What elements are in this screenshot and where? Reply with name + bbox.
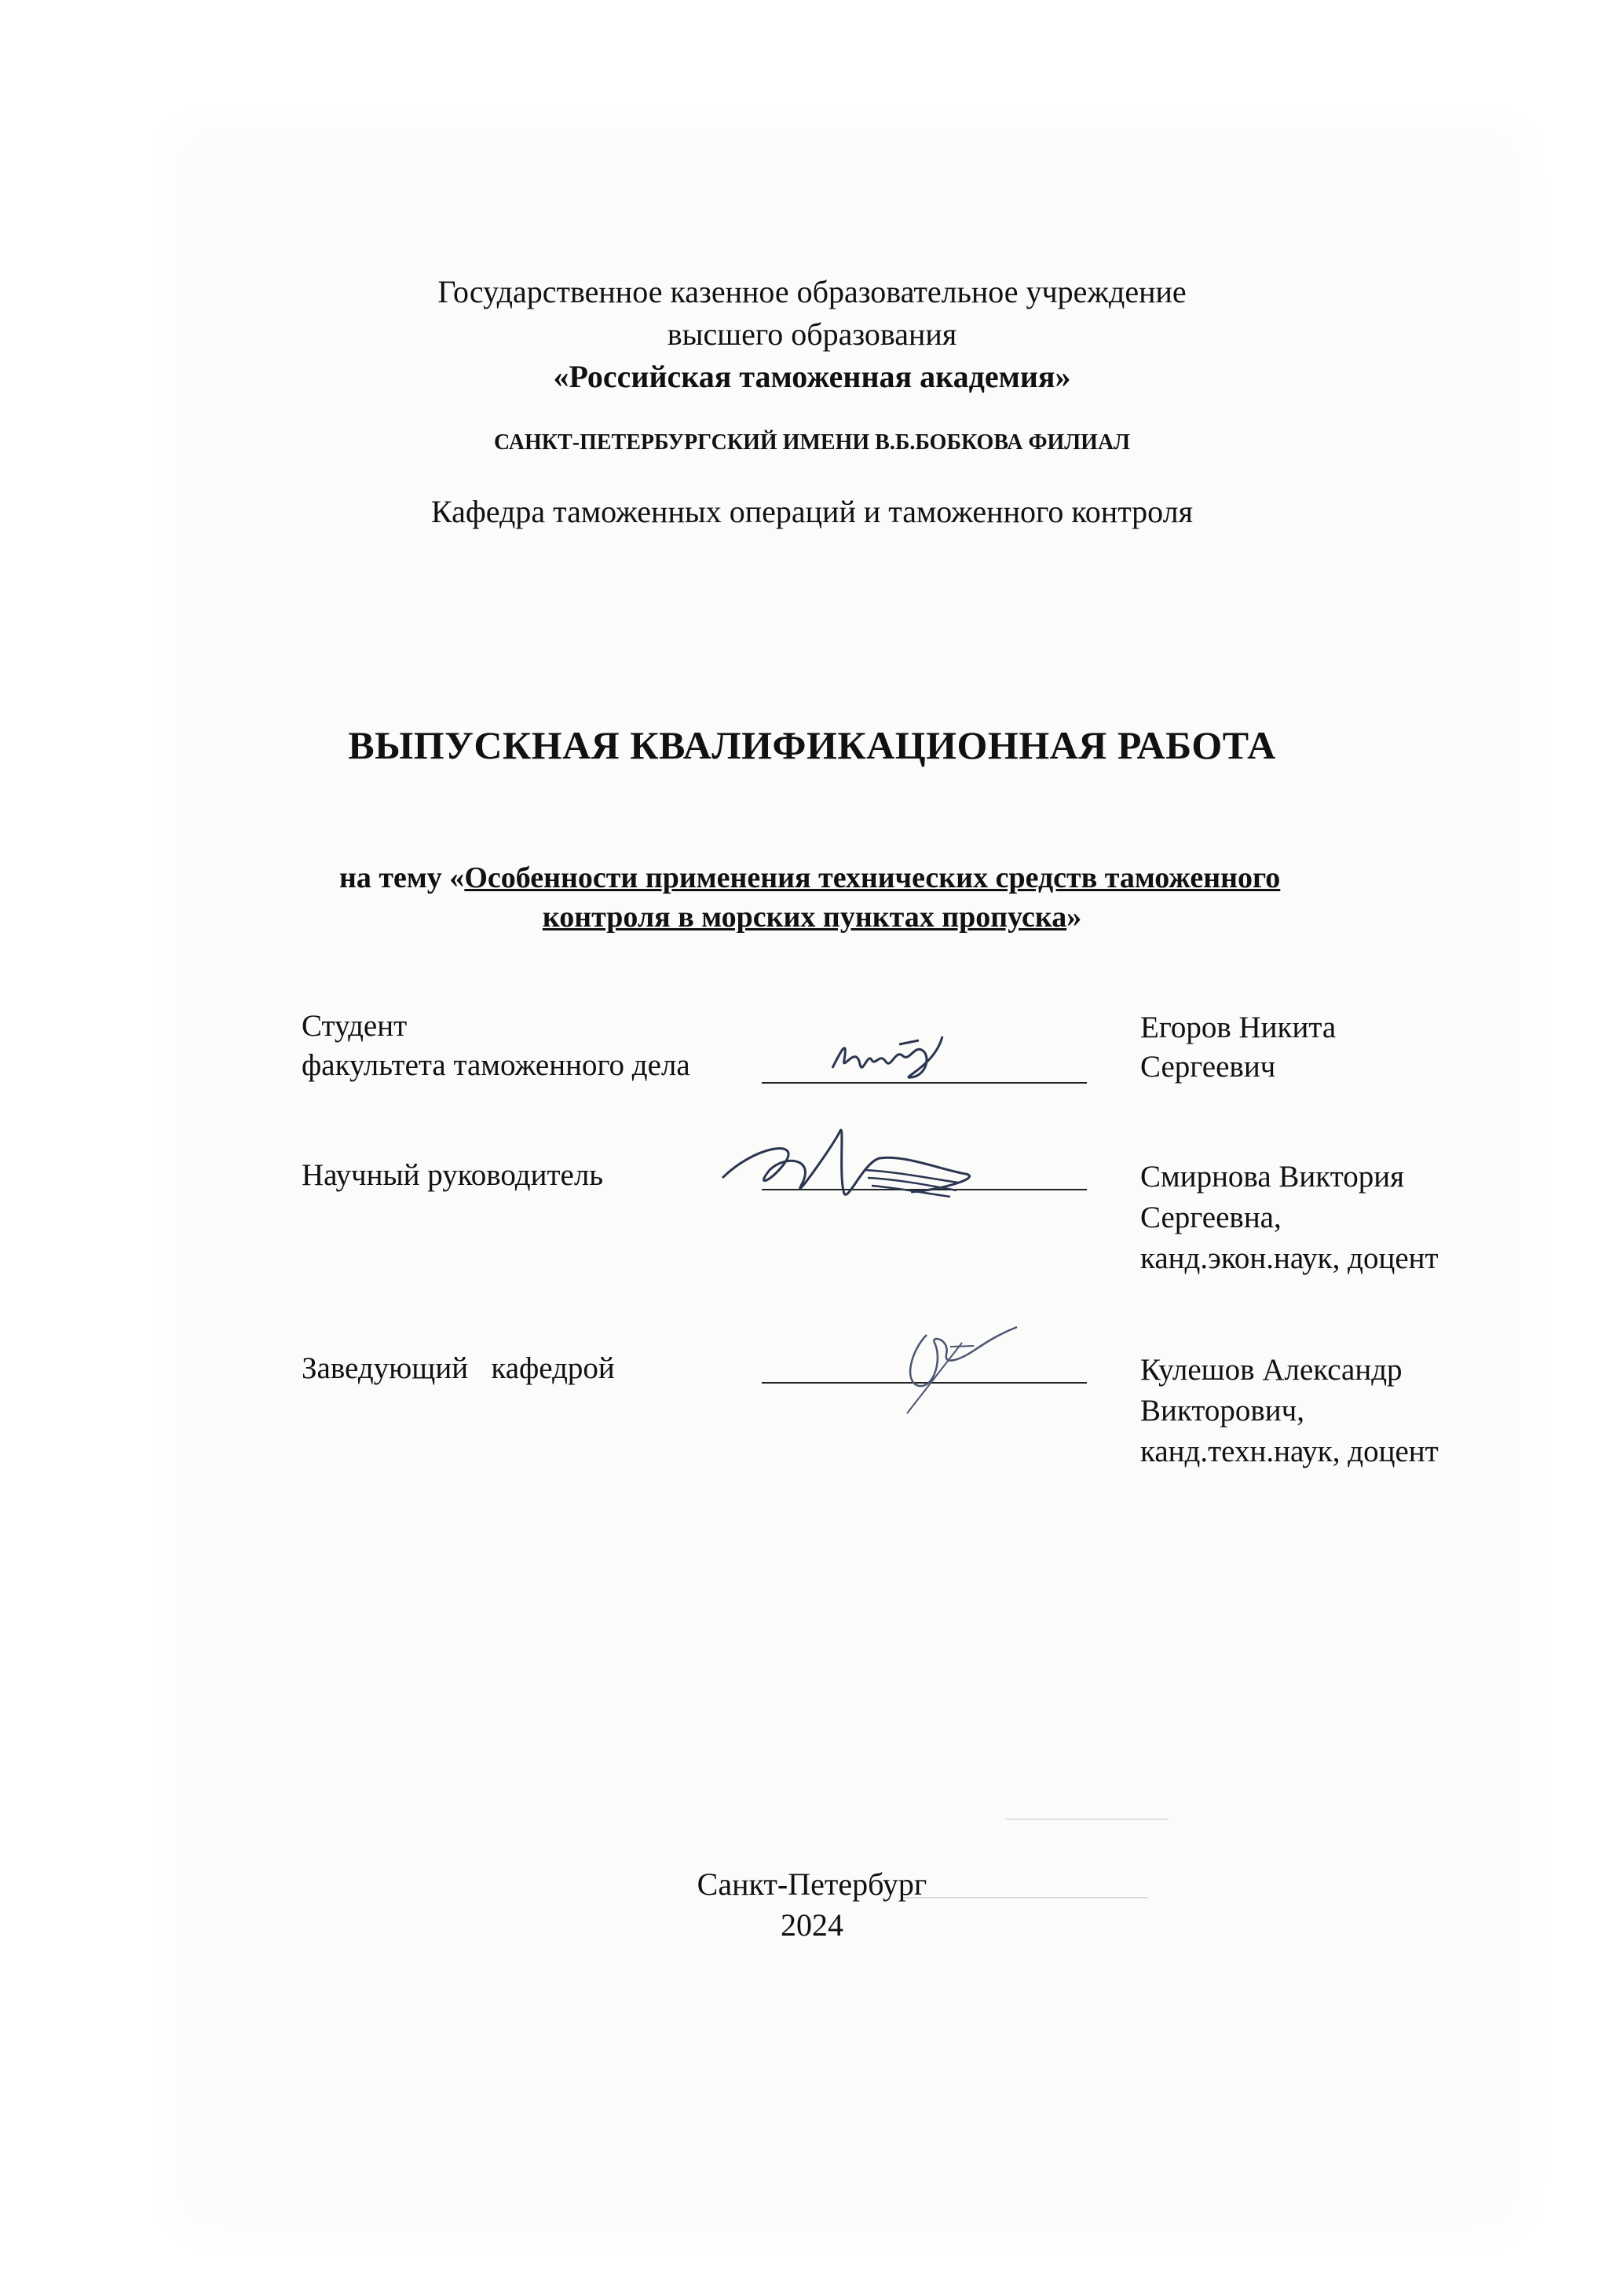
institution-line-1: Государственное казенное образовательное учреждение xyxy=(437,274,1187,309)
topic-text-1: Особенности применения технических средств таможенного xyxy=(464,861,1281,894)
work-title: ВЫПУСКНАЯ КВАЛИФИКАЦИОННАЯ РАБОТА xyxy=(348,723,1276,767)
student-signature xyxy=(825,1021,950,1091)
institution-name: «Российская таможенная академия» xyxy=(553,359,1071,394)
supervisor-name-2: Сергеевна, xyxy=(1140,1201,1282,1234)
institution-line-2: высшего образования xyxy=(667,316,957,352)
supervisor-name-1: Смирнова Виктория xyxy=(1140,1160,1405,1194)
supervisor-role: Научный руководитель xyxy=(302,1158,604,1192)
head-role: Заведующий кафедрой xyxy=(302,1351,615,1385)
topic-suffix: » xyxy=(1066,901,1082,934)
student-name-2: Сергеевич xyxy=(1140,1050,1276,1084)
student-role-1: Студент xyxy=(302,1009,408,1043)
year: 2024 xyxy=(781,1907,843,1943)
department-name: Кафедра таможенных операций и таможенного контроля xyxy=(430,494,1194,529)
topic-prefix: на тему « xyxy=(339,861,465,894)
student-signature-stroke xyxy=(899,1040,919,1044)
supervisor-signature-stroke xyxy=(864,1170,958,1197)
student-name-1: Егоров Никита xyxy=(1140,1011,1337,1044)
head-signature xyxy=(887,1311,1037,1421)
head-name-2: Викторович, xyxy=(1140,1394,1304,1428)
topic-line-1 xyxy=(339,861,1280,895)
head-signature-stroke xyxy=(950,1346,974,1347)
head-name-3: канд.техн.наук, доцент xyxy=(1140,1435,1439,1468)
city: Санкт-Петербург xyxy=(697,1866,927,1902)
supervisor-signature-stroke xyxy=(722,1130,970,1194)
bleed-through-text: ———————— xyxy=(1005,1806,1169,1829)
supervisor-name-3: канд.экон.наук, доцент xyxy=(1140,1241,1439,1275)
branch-name: САНКТ-ПЕТЕРБУРГСКИЙ ИМЕНИ В.Б.БОБКОВА ФИЛИАЛ xyxy=(493,430,1131,455)
head-signature-stroke xyxy=(910,1327,1017,1386)
student-signature-stroke xyxy=(832,1036,942,1077)
head-name-1: Кулешов Александр xyxy=(1140,1353,1403,1387)
student-role-2: факультета таможенного дела xyxy=(302,1048,690,1082)
topic-line-2 xyxy=(0,900,1624,934)
topic-text-2: контроля в морских пунктах пропуска xyxy=(542,901,1067,934)
bleed-through-text: ———————————— xyxy=(903,1885,1148,1907)
supervisor-signature xyxy=(707,1115,1005,1225)
